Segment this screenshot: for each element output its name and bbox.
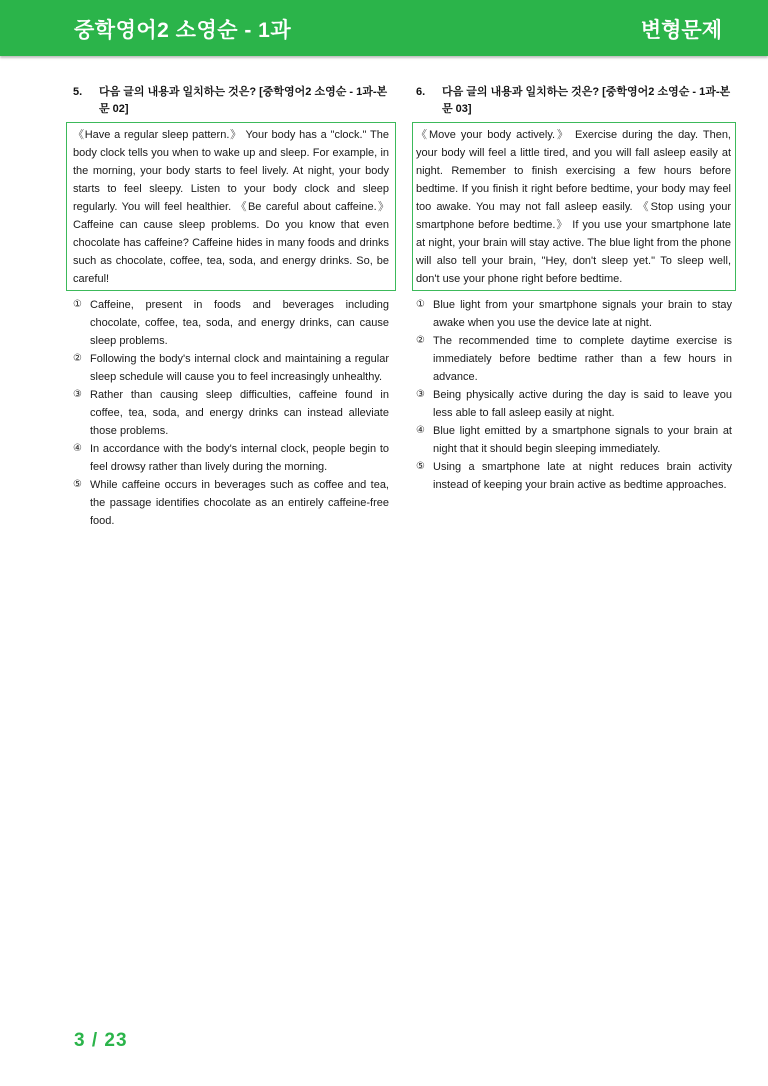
choice-list — [416, 296, 732, 494]
choice-number: ① — [416, 299, 425, 310]
choice-item — [73, 440, 389, 476]
passage-box: 《Move your body actively.》 Exercise during the day. Then, your body will feel a little tired, and you will fall asleep easily at night. Remember to finish exercising a few hours before bedtime. If you finish it right before bedtime, your body may feel too awake. You may not fall asleep easily. 《Stop using your smartphone before bedtime.》 If you use your smartphone late at night, your brain will stay active. The blue light from the phone will also tell your brain, "Hey, don't sleep yet." To sleep well, don't use your phone right before bedtime. — [412, 122, 736, 291]
choice-text: Using a smartphone late at night reduces brain activity instead of keeping your brain active as bedtime approaches. — [433, 461, 732, 491]
question-number: 6. — [416, 86, 426, 98]
choice-text: Rather than causing sleep difficulties, caffeine found in coffee, tea, soda, and energy drinks can instead alleviate those problems. — [90, 389, 389, 437]
question-number: 5. — [73, 86, 83, 98]
choice-number: ④ — [416, 425, 425, 436]
page-number: 3 / 23 — [74, 1030, 128, 1051]
section-label: 변형문제 — [640, 19, 722, 42]
choice-text: Being physically active during the day is said to leave you less able to fall asleep easily at night. — [433, 389, 732, 419]
choice-text: While caffeine occurs in beverages such as coffee and tea, the passage identifies chocolate as an entirely caffeine-free food. — [90, 479, 389, 527]
choice-item — [73, 476, 389, 530]
choice-item — [73, 350, 389, 386]
choice-item — [73, 296, 389, 350]
choice-text: The recommended time to complete daytime exercise is immediately before bedtime rather than a few hours in advance. — [433, 335, 732, 383]
choice-number: ⑤ — [416, 461, 425, 472]
question-header — [73, 84, 389, 118]
choice-number: ③ — [73, 389, 82, 400]
choice-text: Blue light from your smartphone signals your brain to stay awake when you use the device late at night. — [433, 299, 732, 329]
question-5 — [73, 84, 389, 530]
question-6 — [416, 84, 732, 494]
choice-number: ③ — [416, 389, 425, 400]
choice-text: Caffeine, present in foods and beverages including chocolate, coffee, tea, soda, and energy drinks, can cause sleep problems. — [90, 299, 389, 347]
choice-item — [416, 422, 732, 458]
choice-item — [416, 296, 732, 332]
question-prompt: 다음 글의 내용과 일치하는 것은? [중학영어2 소영순 - 1과-본문 03] — [442, 86, 731, 115]
passage-box: 《Have a regular sleep pattern.》 Your body has a "clock." The body clock tells you when to wake up and sleep. For example, in the morning, your body starts to feel lively. At night, your body starts to feel sleepy. Listen to your body clock and sleep regularly. You will feel healthier. 《Be careful about caffeine.》 Caffeine can cause sleep problems. Do you know that even chocolate has caffeine? Caffeine hides in many foods and drinks such as chocolate, coffee, tea, soda, and energy drinks. So, be careful! — [66, 122, 396, 291]
question-prompt: 다음 글의 내용과 일치하는 것은? [중학영어2 소영순 - 1과-본문 02] — [99, 86, 388, 115]
choice-number: ⑤ — [73, 479, 82, 490]
choice-number: ② — [73, 353, 82, 364]
choice-item — [73, 386, 389, 440]
header-bar — [0, 0, 768, 56]
choice-item — [416, 332, 732, 386]
choice-item — [416, 386, 732, 422]
choice-text: Blue light emitted by a smartphone signals to your brain at night that it should begin sleeping immediately. — [433, 425, 732, 455]
choice-text: Following the body's internal clock and maintaining a regular sleep schedule will cause you to feel increasingly unhealthy. — [90, 353, 389, 383]
document-title: 중학영어2 소영순 - 1과 — [74, 19, 292, 42]
choice-list — [73, 296, 389, 530]
choice-number: ① — [73, 299, 82, 310]
choice-text: In accordance with the body's internal clock, people begin to feel drowsy rather than lively during the morning. — [90, 443, 389, 473]
question-header — [416, 84, 732, 118]
choice-number: ② — [416, 335, 425, 346]
choice-number: ④ — [73, 443, 82, 454]
choice-item — [416, 458, 732, 494]
